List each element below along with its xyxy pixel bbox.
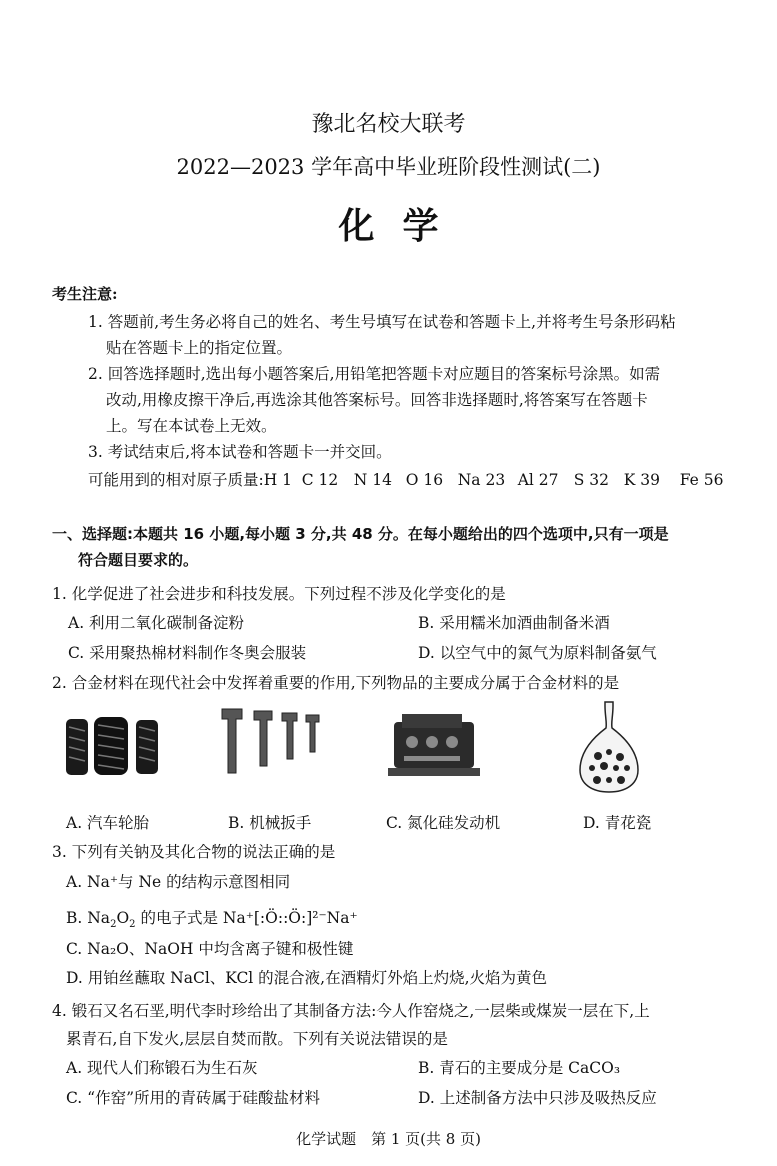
q1-option-c: C. 采用聚热棉材料制作冬奥会服装 (68, 644, 307, 662)
q2-option-d: D. 青花瓷 (583, 814, 652, 832)
atomic-mass-label: 可能用到的相对原子质量: (88, 471, 264, 489)
notice-item-3: 3. 考试结束后,将本试卷和答题卡一并交回。 (88, 443, 392, 461)
notice-item-2a: 2. 回答选择题时,选出每小题答案后,用铅笔把答题卡对应题目的答案标号涂黑。如需 (88, 365, 661, 383)
q3-option-c: C. Na₂O、NaOH 中均含离子键和极性键 (66, 940, 354, 958)
tire-image (64, 715, 164, 777)
mass-s: S 32 (573, 471, 610, 489)
q1-option-a: A. 利用二氧化碳制备淀粉 (68, 614, 245, 632)
q3-option-b-sub1: 2 (110, 919, 117, 931)
subject-title: 化学 (338, 205, 467, 247)
exam-session-title: 2022—2023 学年高中毕业班阶段性测试(二) (176, 155, 601, 179)
mass-fe: Fe 56 (679, 471, 724, 489)
q3-option-a: A. Na⁺与 Ne 的结构示意图相同 (66, 873, 291, 891)
mass-h: H 1 (263, 471, 293, 489)
q3-option-b-sub2: 2 (129, 919, 136, 931)
q2-option-c: C. 氮化硅发动机 (386, 814, 501, 832)
q3-stem: 3. 下列有关钠及其化合物的说法正确的是 (52, 843, 336, 861)
notice-item-2b: 改动,用橡皮擦干净后,再选涂其他答案标号。回答非选择题时,将答案写在答题卡 (106, 391, 648, 409)
mass-al: Al 27 (517, 471, 559, 489)
notice-item-1b: 贴在答题卡上的指定位置。 (106, 339, 293, 357)
mass-k: K 39 (623, 471, 660, 489)
q1-stem: 1. 化学促进了社会进步和科技发展。下列过程不涉及化学变化的是 (52, 585, 506, 603)
q3-option-b-text: 的电子式是 Na⁺[:Ö::Ö:]²⁻Na⁺ (135, 909, 358, 927)
q3-option-b-prefix: B. Na (66, 909, 111, 927)
q4-option-d: D. 上述制备方法中只涉及吸热反应 (418, 1089, 657, 1107)
q1-option-d: D. 以空气中的氮气为原料制备氨气 (418, 644, 657, 662)
q3-option-d: D. 用铂丝蘸取 NaCl、KCl 的混合液,在酒精灯外焰上灼烧,火焰为黄色 (66, 969, 548, 987)
page-footer: 化学试题 第 1 页(共 8 页) (296, 1130, 481, 1148)
q3-option-b-o: O (116, 909, 130, 927)
section-1-heading-b: 符合题目要求的。 (78, 551, 199, 569)
q4-option-c: C. “作窑”所用的青砖属于硅酸盐材料 (66, 1089, 321, 1107)
notice-item-1a: 1. 答题前,考生务必将自己的姓名、考生号填写在试卷和答题卡上,并将考生号条形码粘 (88, 313, 676, 331)
notice-item-2c: 上。写在本试卷上无效。 (106, 417, 277, 435)
mass-o: O 16 (405, 471, 444, 489)
q4-stem-b: 累青石,自下发火,层层自焚而散。下列有关说法错误的是 (66, 1030, 448, 1048)
q2-option-b: B. 机械扳手 (228, 814, 312, 832)
porcelain-vase-image (578, 700, 640, 796)
section-1-heading-a: 一、选择题:本题共 16 小题,每小题 3 分,共 48 分。在每小题给出的四个选项中,只有一项是 (52, 525, 669, 543)
wrench-image (218, 705, 336, 777)
mass-n: N 14 (353, 471, 392, 489)
q1-option-b: B. 采用糯米加酒曲制备米酒 (418, 614, 610, 632)
q2-stem: 2. 合金材料在现代社会中发挥着重要的作用,下列物品的主要成分属于合金材料的是 (52, 674, 620, 692)
q4-option-a: A. 现代人们称锻石为生石灰 (66, 1059, 258, 1077)
notice-heading: 考生注意: (52, 285, 118, 303)
mass-c: C 12 (301, 471, 339, 489)
q3-option-b (66, 906, 358, 931)
q2-option-a: A. 汽车轮胎 (66, 814, 150, 832)
exam-union-title: 豫北名校大联考 (311, 112, 466, 137)
q4-stem-a: 4. 锻石又名石垩,明代李时珍给出了其制备方法:今人作窑烧之,一层柴或煤炭一层在下,上 (52, 1002, 650, 1020)
q4-option-b: B. 青石的主要成分是 CaCO₃ (418, 1059, 621, 1077)
mass-na: Na 23 (457, 471, 506, 489)
engine-image (388, 712, 480, 778)
atomic-mass-line (88, 468, 723, 490)
